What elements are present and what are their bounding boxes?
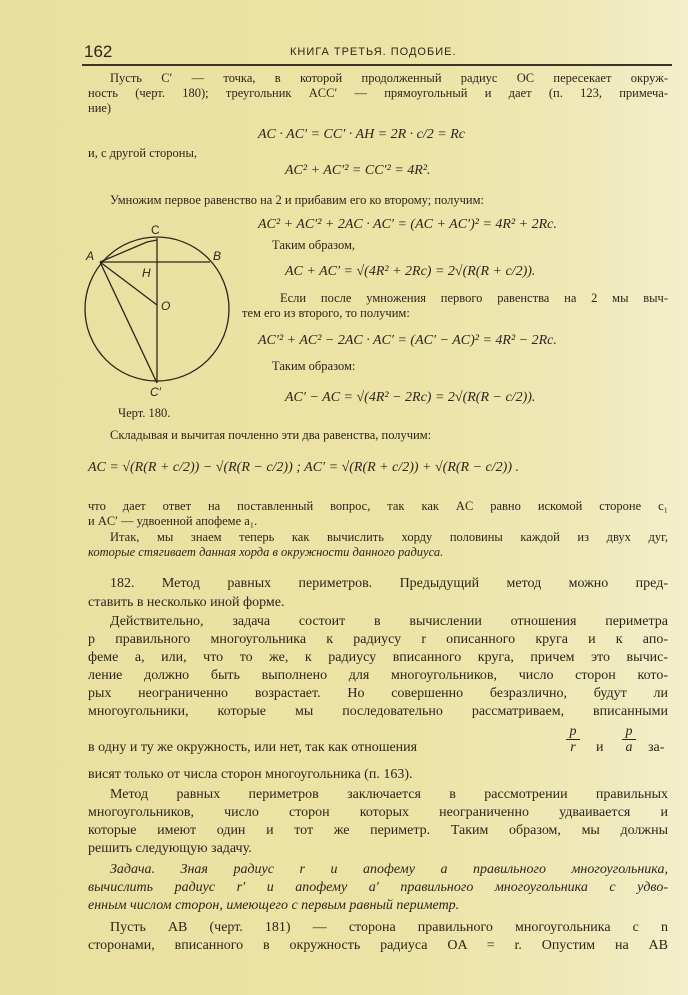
text-line: и AC′ — удвоенной апофеме a₁. [88,514,258,528]
ratio-p-over-r [566,724,580,755]
section-heading-182: 182. Метод равных периметров. Предыдущий метод можно пред- [110,576,668,591]
ratio-denominator: a [622,739,636,755]
text-line: Действительно, задача состоит в вычислении отношения периметра [110,614,668,629]
text-line: рых неограниченно возрастает. Но совершенно безразлично, будут ли [88,686,668,701]
label-B: B [213,249,222,263]
text-line: ние) [88,101,112,115]
text-line: в одну и ту же окружность, или нет, так как отношения [88,740,418,755]
text-line: тем его из второго, то получим: [242,306,410,320]
text-line: ность (черт. 180); треугольник ACC′ — прямоугольный и дает (п. 123, примеча- [88,86,668,100]
text-line: висят только от числа сторон многоугольника (п. 163). [88,767,413,782]
text-line: p правильного многоугольника к радиусу r описанного круга и к апо- [88,632,668,647]
text-line: Пусть C′ — точка, в которой продолженный радиус OC пересекает окруж- [110,71,668,85]
text-line: которые имеют один и тот же периметр. Таким образом, мы должны [88,823,668,838]
text-line: Метод равных периметров заключается в рассмотрении правильных [110,787,668,802]
text-line: Складывая и вычитая почленно эти два равенства, получим: [110,428,432,442]
text-line: Пусть AB (черт. 181) — сторона правильного многоугольника с n [110,920,668,935]
text-line: вычислить радиус r′ и апофему a′ правильного многоугольника с удво- [88,880,668,895]
text-line: Таким образом: [272,359,356,373]
text-line: и, с другой стороны, [88,146,197,160]
formula: AC′² + AC² − 2AC · AC′ = (AC′ − AC)² = 4R² − 2Rc. [258,333,557,348]
text-line: сторонами, вписанного в окружность радиуса OA = r. Опустим на AB [88,938,668,953]
text-line: которые стягивает данная хорда в окружности данного радиуса. [88,545,444,559]
text-line: решить следующую задачу. [88,841,252,856]
text-line: многоугольники, которые мы последовательно рассматриваем, вписанными [88,704,668,719]
ratio-denominator: r [566,739,580,755]
label-C: C [151,223,160,237]
header-rule [82,64,672,66]
text-line: ление должно быть выполнено для многоугольников, число сторон кото- [88,668,668,683]
text-line: енным числом сторон, имеющего с первым равный периметр. [88,898,460,913]
label-A: A [86,249,95,263]
label-C-prime: C′ [150,385,161,399]
label-H: H [142,266,151,280]
formula: AC + AC′ = √(4R² + 2Rc) = 2√(R(R + c/2)). [285,264,536,279]
ratio-p-over-a [622,724,636,755]
ratio-numerator: p [569,724,577,739]
problem-statement: Задача. Зная радиус r и апофему a правильного многоугольника, [110,862,668,877]
text-line: ставить в несколько иной форме. [88,595,285,610]
text-line: Умножим первое равенство на 2 и прибавим его ко второму; получим: [110,193,484,207]
text-line: феме a, или, что то же, к радиусу вписанного круга, причем это вычис- [88,650,668,665]
figure-caption: Черт. 180. [118,406,171,420]
page-number: 162 [84,42,113,61]
formula: AC = √(R(R + c/2)) − √(R(R − c/2)) ; AC′ = √(R(R + c/2)) + √(R(R − c/2)) . [88,460,519,475]
text-line: Итак, мы знаем теперь как вычислить хорду половины каждой из двух дуг, [110,530,668,544]
running-title: КНИГА ТРЕТЬЯ. ПОДОБИЕ. [290,46,457,58]
formula: AC² + AC′² = CC′² = 4R². [285,163,431,178]
text-line: что дает ответ на поставленный вопрос, так как AC равно искомой стороне c₁ [88,499,668,513]
ratio-numerator: p [625,724,633,739]
text-hyphen-za: за- [648,740,665,755]
text-line: многоугольников, число сторон которых неограниченно удваивается и [88,805,668,820]
figure-180-circle-diagram [80,220,250,410]
formula: AC² + AC′² + 2AC · AC′ = (AC + AC′)² = 4R² + 2Rc. [258,217,557,232]
text-line: Если после умножения первого равенства на 2 мы выч- [280,291,668,305]
formula: AC′ − AC = √(4R² − 2Rc) = 2√(R(R − c/2)). [285,390,536,405]
text-and: и [596,740,604,755]
label-O: O [161,299,171,313]
text-line: Таким образом, [272,238,355,252]
formula: AC · AC′ = CC′ · AH = 2R · c/2 = Rc [258,127,465,142]
